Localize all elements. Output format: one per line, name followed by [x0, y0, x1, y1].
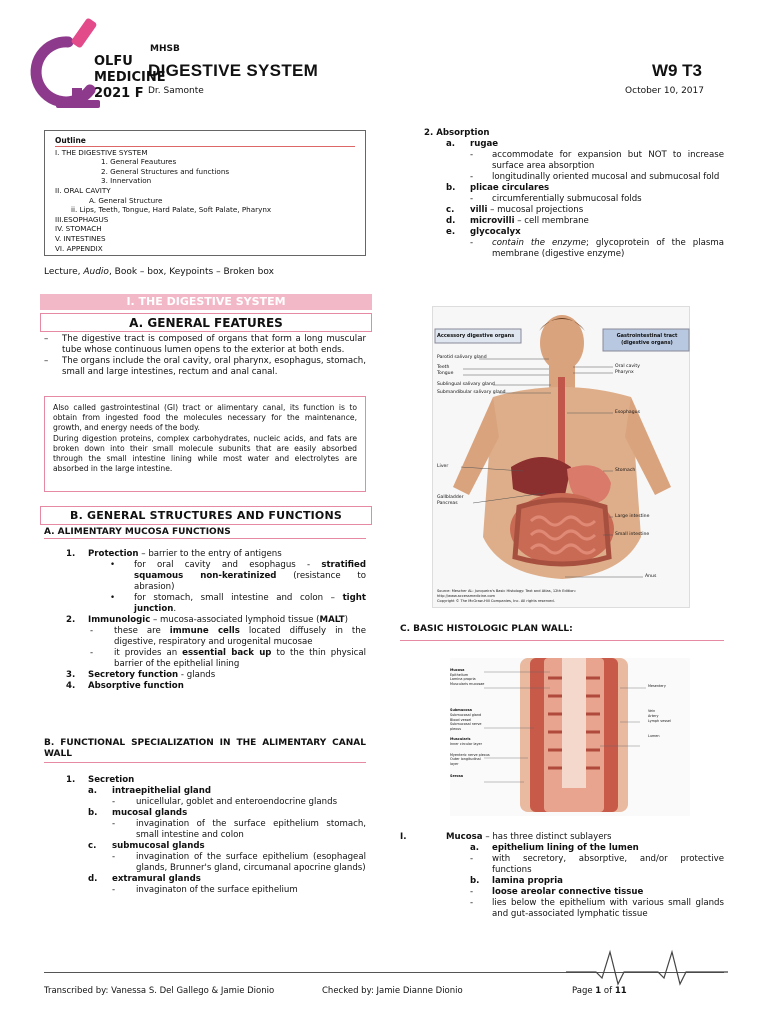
lecture-date: October 10, 2017: [625, 86, 704, 96]
page-number: Page 1 of 11: [572, 986, 627, 996]
outline-line: 3. Innervation: [101, 176, 152, 186]
outline-line: IV. STOMACH: [55, 224, 102, 234]
logo-text: OLFU MEDICINE 2021 F: [94, 54, 166, 101]
figure-labels-left: Mucosa Epithelium Lamina propria Muscularis mucosae Submucosa Submucosal gland Blood vessel Submucosal nerve plexus Muscularis Inner circular layer Myenteric nerve plexus Outer longitudinal layer Serosa: [450, 668, 490, 779]
format-legend: Lecture, Audio, Book – box, Keypoints – Broken box: [44, 267, 274, 277]
bullet-text: The digestive tract is composed of organs that form a long muscular tube whose continuous lumen opens to the exterior at both ends.: [62, 334, 366, 355]
book-box: [44, 396, 366, 492]
figure-label: Liver: [437, 464, 449, 469]
outline-line: A. General Structure: [89, 195, 163, 205]
heartbeat-icon: [566, 948, 728, 988]
subsection-heading: B. GENERAL STRUCTURES AND FUNCTIONS: [40, 506, 372, 525]
outline-line: 2. General Structures and functions: [101, 166, 230, 176]
figure-label: Anus: [645, 574, 657, 579]
list-heading: A. ALIMENTARY MUCOSA FUNCTIONS: [44, 527, 366, 539]
figure-label: Stomach: [615, 468, 636, 473]
figure-label: Large intestine: [615, 514, 650, 519]
course-code: W9 T3: [651, 61, 702, 80]
outline-box: [44, 130, 366, 256]
figure-label: Accessory digestive organs: [437, 333, 515, 339]
figure-label: Sublingual salivary gland: [437, 382, 495, 387]
figure-source: Source: Mescher AL: Junqueira's Basic Histology: Text and Atlas, 12th Edition: http://www.accessmedicine.com: [437, 589, 576, 598]
figure-label: Small intestine: [615, 532, 650, 537]
mucosa-functions: A. ALIMENTARY MUCOSA FUNCTIONS 1. Protection – barrier to the entry of antigens • for oral cavity and esophagus - stratified squamous non-keratinized (resistance to abrasion) • for stomach, small intestine and colon – tight junction. 2. Immunologic – mucosa-associated lymphoid tissue (MALT) - these are immune cells located diffusely in the digestive, respiratory and urogenital mucosae - it provides an essential back up to the thin physical barrier of the epithelial lining 3. Secretory function - glands 4. Absorptive function: [44, 527, 366, 691]
figure-label: Tongue: [437, 371, 454, 376]
specialization: B. FUNCTIONAL SPECIALIZATION IN THE ALIMENTARY CANAL WALL 1. Secretion a. intraepithelial gland - unicellular, goblet and enteroendocrine glands b. mucosal glands - invagination of the surface epithelium stomach, small intestine and colon c. submucosal glands - invagination of the surface epithelium (esophageal glands, Brunner's gland, circumanal apocrine glands) d. extramural glands - invaginaton of the surface epithelium: [44, 738, 366, 895]
figure-copyright: Copyright © The McGraw-Hill Companies, Inc. All rights reserved.: [437, 599, 555, 603]
torso-illustration: [433, 307, 691, 609]
absorption: 2. Absorption a. rugae - accommodate for expansion but NOT to increase surface area absorption - longitudinally oriented mucosal and submucosal fold b. plicae circulares - circumferentially submucosal folds c. villi – mucosal projections d. microvilli – cell membrane e. glycocalyx - contain the enzyme; glycoprotein of the plasma membrane (digestive enzyme): [424, 128, 724, 259]
subsection-heading: A. GENERAL FEATURES: [40, 313, 372, 332]
histologic-wall-figure: [450, 658, 690, 816]
digestive-organs-figure: [432, 306, 690, 608]
list-heading: B. FUNCTIONAL SPECIALIZATION IN THE ALIMENTARY CANAL WALL: [44, 738, 366, 763]
figure-label: Parotid salivary gland: [437, 355, 487, 360]
box-paragraph: During digestion proteins, complex carbohydrates, nucleic acids, and fats are broken down into their small molecule subunits that are easily absorbed through the small intestine lining while most water and electrolytes are absorbed in the large intestine.: [53, 433, 357, 474]
figure-label: Gastrointestinal tract (digestive organs): [616, 333, 678, 346]
bullet-list: – The digestive tract is composed of organs that form a long muscular tube whose continuous lumen opens to the exterior at both ends. – The organs include the oral cavity, oral pharynx, esophagus, stomach, small and large intestines, rectum and anal canal.: [44, 334, 366, 377]
figure-label: Gallbladder: [437, 495, 464, 500]
figure-label: Esophagus: [615, 410, 640, 415]
histologic-heading: C. BASIC HISTOLOGIC PLAN WALL:: [400, 624, 724, 641]
outline-line: III.ESOPHAGUS: [55, 214, 109, 224]
figure-label: Pancreas: [437, 501, 458, 506]
outline-title: Outline: [55, 136, 355, 147]
outline-line: I. THE DIGESTIVE SYSTEM: [55, 147, 148, 157]
page-title: DIGESTIVE SYSTEM: [148, 61, 319, 80]
list-heading: 2. Absorption: [424, 128, 490, 138]
bullet-text: The organs include the oral cavity, oral pharynx, esophagus, stomach, small and large intestines, rectum and anal canal.: [62, 356, 366, 377]
outline-line: 1. General Feautures: [101, 157, 177, 167]
figure-labels-right: Mesentery Vein Artery Lymph vessel Lumen: [648, 684, 671, 738]
org-label: MHSB: [150, 44, 180, 54]
outline-line: II. ORAL CAVITY: [55, 185, 111, 195]
transcribed-by: Transcribed by: Vanessa S. Del Gallego & Jamie Dionio: [44, 986, 275, 996]
outline-line: V. INTESTINES: [55, 233, 106, 243]
section-heading: I. THE DIGESTIVE SYSTEM: [40, 294, 372, 310]
figure-label: Pharynx: [615, 370, 634, 375]
box-paragraph: Also called gastrointestinal (GI) tract or alimentary canal, its function is to obtain from ingested food the molecules necessary for the maintenance, growth, and energy needs of the body.: [53, 403, 357, 433]
lecturer-name: Dr. Samonte: [148, 86, 204, 96]
checked-by: Checked by: Jamie Dianne Dionio: [322, 986, 463, 996]
outline-line: VI. APPENDIX: [55, 243, 103, 253]
figure-label: Oral cavity: [615, 364, 640, 369]
figure-label: Submandibular salivary gland: [437, 390, 506, 395]
mucosa-section: I. Mucosa – has three distinct sublayers a. epithelium lining of the lumen - with secretory, absorptive, and/or protective functions b. lamina propria - loose areolar connective tissue - lies below the epithelium with various small glands and gut-associated lymphatic tissue: [400, 832, 724, 919]
figure-label: Teeth: [437, 365, 450, 370]
outline-line: ii. Lips, Teeth, Tongue, Hard Palate, Soft Palate, Pharynx: [71, 205, 272, 215]
